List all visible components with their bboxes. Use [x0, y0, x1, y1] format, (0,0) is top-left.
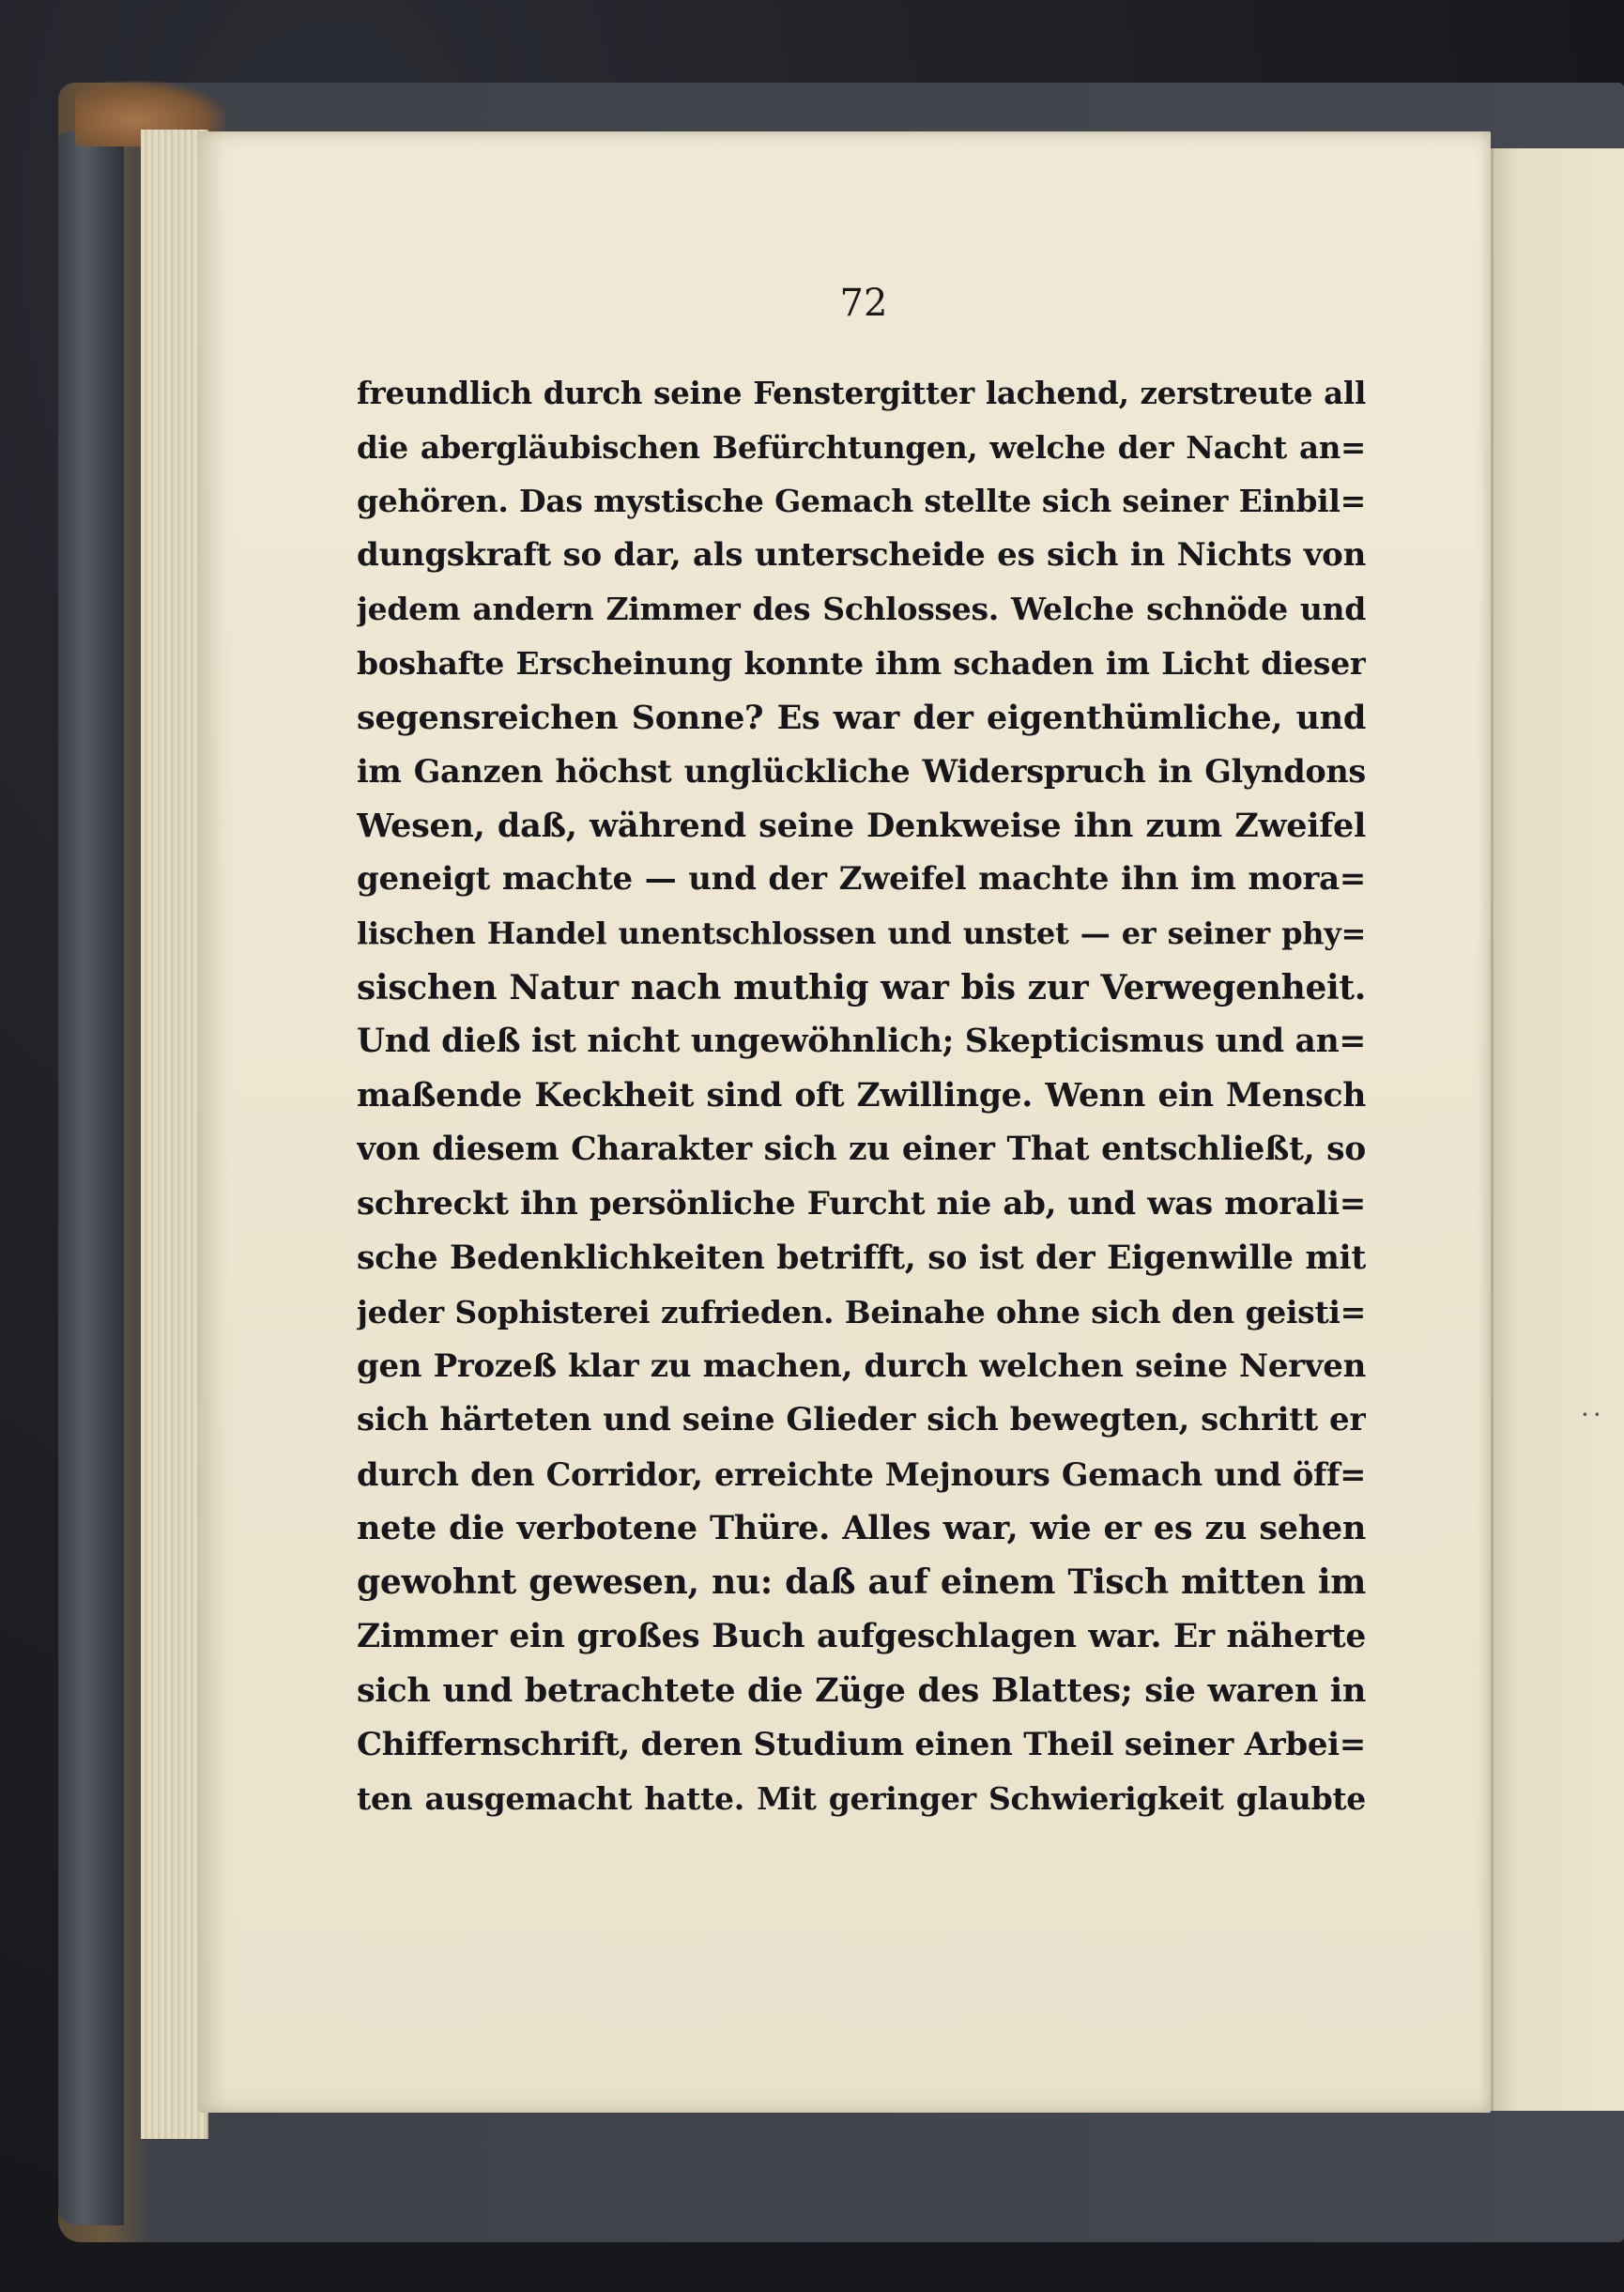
text-line: dungskraft so dar, als unterscheide es sich in Nichts von — [357, 535, 1366, 574]
text-line: geneigt machte — und der Zweifel machte ihn im mora= — [357, 860, 1366, 899]
page-number: 72 — [839, 282, 888, 325]
text-line: boshafte Erscheinung konnte ihm schaden im Licht dieser — [357, 644, 1366, 682]
text-line: gehören. Das mystische Gemach stellte sich seiner Einbil= — [357, 483, 1366, 520]
text-line: jeder Sophisterei zufrieden. Beinahe ohne sich den geisti= — [357, 1294, 1366, 1331]
text-line: gewohnt gewesen, nu: daß auf einem Tisch mitten im — [357, 1562, 1366, 1603]
facing-page-sliver — [1491, 148, 1624, 2111]
text-line: segensreichen Sonne? Es war der eigenthümliche, und — [357, 698, 1366, 737]
text-line: sich und betrachtete die Züge des Blattes; sie waren in — [357, 1671, 1366, 1711]
page-text — [357, 366, 1366, 1826]
text-line: die abergläubischen Befürchtungen, welche der Nacht an= — [357, 428, 1366, 466]
text-line: sche Bedenklichkeiten betrifft, so ist der Eigenwille mit — [357, 1238, 1366, 1277]
facing-page-marks: ·· — [1581, 1399, 1605, 1430]
text-line: maßende Keckheit sind oft Zwillinge. Wenn ein Mensch — [357, 1076, 1366, 1115]
text-line: sischen Natur nach muthig war bis zur Verwegenheit. — [357, 967, 1366, 1008]
text-line: sich härteten und seine Glieder sich bewegten, schritt er — [357, 1401, 1366, 1439]
text-line: Wesen, daß, während seine Denkweise ihn zum Zweifel — [357, 806, 1366, 845]
text-line: lischen Handel unentschlossen und unstet — er seiner phy= — [357, 915, 1366, 951]
text-line: jedem andern Zimmer des Schlosses. Welche schnöde und — [357, 591, 1366, 628]
text-line: Und dieß ist nicht ungewöhnlich; Skepticismus und an= — [357, 1023, 1366, 1061]
text-line: freundlich durch seine Fenstergitter lachend, zerstreute all — [357, 375, 1366, 411]
text-line: von diesem Charakter sich zu einer That entschließt, so — [357, 1131, 1366, 1169]
book-spine-edge — [58, 131, 124, 2225]
text-line: Chiffernschrift, deren Studium einen Theil seiner Arbei= — [357, 1725, 1366, 1763]
text-line: nete die verbotene Thüre. Alles war, wie er es zu sehen — [357, 1509, 1366, 1548]
text-line: schreckt ihn persönliche Furcht nie ab, und was morali= — [357, 1184, 1366, 1223]
text-line: ten ausgemacht hatte. Mit geringer Schwierigkeit glaubte — [357, 1780, 1366, 1818]
text-line: im Ganzen höchst unglückliche Widerspruch in Glyndons — [357, 753, 1366, 791]
text-line: durch den Corridor, erreichte Mejnours Gemach und öff= — [357, 1455, 1366, 1493]
text-line: gen Prozeß klar zu machen, durch welchen seine Nerven — [357, 1346, 1366, 1385]
text-line: Zimmer ein großes Buch aufgeschlagen war. Er näherte — [357, 1617, 1366, 1655]
